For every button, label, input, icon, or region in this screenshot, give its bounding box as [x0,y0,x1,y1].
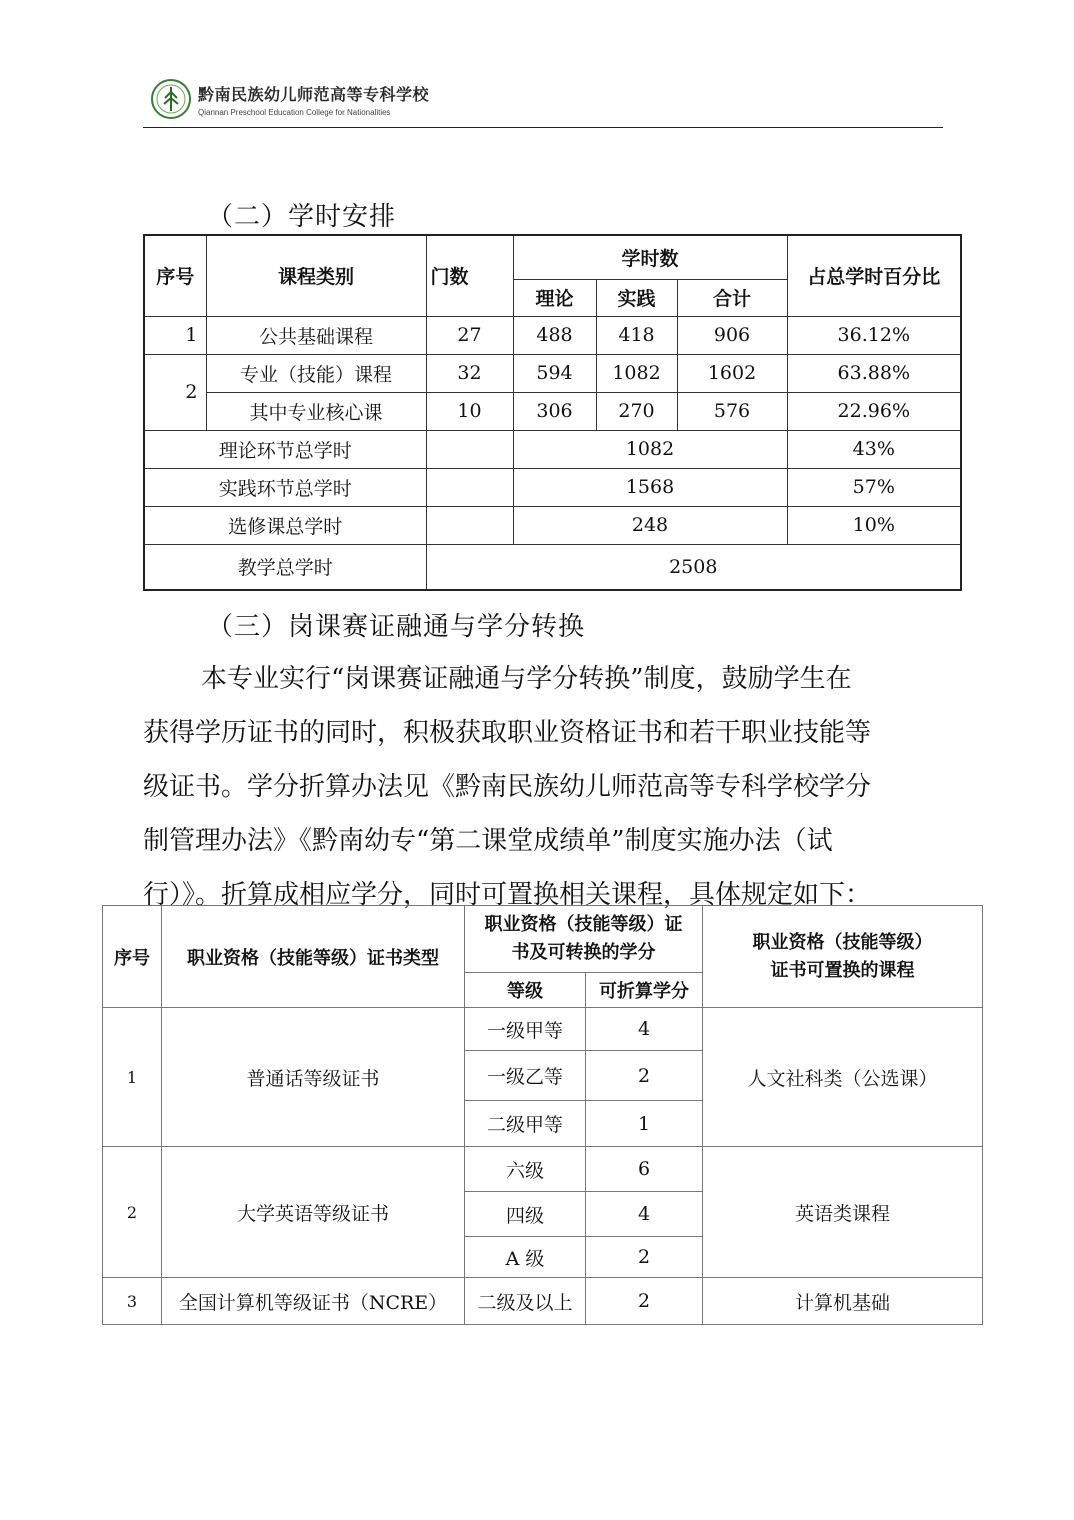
cert-grade: 二级及以上 [465,1278,586,1325]
cert-header-conversion-line2: 书及可转换的学分 [511,942,656,963]
cert-header-credit: 可折算学分 [586,973,703,1008]
row-total: 576 [677,392,787,430]
row-category: 其中专业核心课 [206,392,426,430]
page-header [150,72,945,128]
header-practice: 实践 [596,279,677,316]
cert-grade: 六级 [465,1147,586,1192]
row-no: 1 [144,316,206,354]
cert-no: 2 [103,1147,162,1278]
header-theory: 理论 [513,279,596,316]
cert-credit: 2 [586,1278,703,1325]
row-theory: 594 [513,354,596,392]
cert-course: 英语类课程 [703,1147,983,1278]
row-category: 公共基础课程 [206,316,426,354]
header-count: 门数 [426,235,513,316]
summary-percent: 57% [787,468,961,506]
table-row [103,1278,983,1325]
summary-value: 248 [513,506,787,544]
cert-header-course-line1: 职业资格（技能等级） [752,931,933,953]
table-row [144,392,961,430]
section-heading-credit-conversion: （三）岗课赛证融通与学分转换 [207,612,586,642]
cert-grade: 一级甲等 [465,1008,586,1051]
cert-header-course-line2: 证书可置换的课程 [770,959,915,981]
row-theory: 306 [513,392,596,430]
row-percent: 22.96% [787,392,961,430]
cert-header-no: 序号 [103,906,162,1008]
header-percent: 占总学时百分比 [787,235,961,316]
table-row [103,1147,983,1192]
cert-header-conversion-line1: 职业资格（技能等级）证 [484,914,683,935]
header-total: 合计 [677,279,787,316]
school-logo-icon [150,78,192,120]
cert-no: 3 [103,1278,162,1325]
cert-header-course [703,906,983,1008]
cert-credit: 6 [586,1147,703,1192]
body-paragraph [143,652,943,922]
school-name: 黔南民族幼儿师范高等专科学校 [198,85,430,104]
cert-type: 全国计算机等级证书（NCRE） [162,1278,465,1325]
summary-percent: 43% [787,430,961,468]
cert-header-conversion [465,906,703,973]
row-count: 27 [426,316,513,354]
paragraph-line: 行）》。折算成相应学分，同时可置换相关课程，具体规定如下： [143,880,872,910]
cert-type: 普通话等级证书 [162,1008,465,1147]
hours-table [143,234,962,591]
summary-label: 实践环节总学时 [144,468,426,506]
row-practice: 270 [596,392,677,430]
paragraph-line: 本专业实行“岗课赛证融通与学分转换”制度，鼓励学生在 [201,664,852,694]
summary-value: 1082 [513,430,787,468]
grand-total-label: 教学总学时 [144,544,426,590]
summary-blank [426,430,513,468]
summary-label: 选修课总学时 [144,506,426,544]
cert-grade: 二级甲等 [465,1101,586,1147]
paragraph-line: 获得学历证书的同时，积极获取职业资格证书和若干职业技能等 [143,718,872,748]
header-no: 序号 [144,235,206,316]
paragraph-line: 级证书。学分折算办法见《黔南民族幼儿师范高等专科学校学分 [143,772,872,802]
cert-grade: 一级乙等 [465,1051,586,1101]
summary-row [144,468,961,506]
cert-grade: A 级 [465,1237,586,1278]
row-category: 专业（技能）课程 [206,354,426,392]
summary-blank [426,468,513,506]
row-total: 1602 [677,354,787,392]
summary-blank [426,506,513,544]
summary-value: 1568 [513,468,787,506]
table-row [144,354,961,392]
cert-type: 大学英语等级证书 [162,1147,465,1278]
row-no: 2 [144,354,206,430]
summary-row [144,506,961,544]
cert-credit: 2 [586,1237,703,1278]
cert-header-type: 职业资格（技能等级）证书类型 [162,906,465,1008]
certificate-table [102,905,983,1325]
row-count: 32 [426,354,513,392]
cert-course: 人文社科类（公选课） [703,1008,983,1147]
row-theory: 488 [513,316,596,354]
cert-grade: 四级 [465,1192,586,1237]
cert-credit: 1 [586,1101,703,1147]
cert-credit: 4 [586,1192,703,1237]
cert-header-grade: 等级 [465,973,586,1008]
row-practice: 1082 [596,354,677,392]
row-percent: 63.88% [787,354,961,392]
school-english-name: Qiannan Preschool Education College for Nationalities [198,108,391,117]
row-percent: 36.12% [787,316,961,354]
header-category: 课程类别 [206,235,426,316]
cert-no: 1 [103,1008,162,1147]
table-row [144,316,961,354]
header-divider [143,127,943,128]
cert-credit: 2 [586,1051,703,1101]
grand-total-value: 2508 [426,544,961,590]
summary-percent: 10% [787,506,961,544]
row-practice: 418 [596,316,677,354]
row-total: 906 [677,316,787,354]
summary-row [144,430,961,468]
table-row [103,1008,983,1051]
paragraph-line: 制管理办法》《黔南幼专“第二课堂成绩单”制度实施办法（试 [143,826,833,856]
cert-credit: 4 [586,1008,703,1051]
cert-course: 计算机基础 [703,1278,983,1325]
row-count: 10 [426,392,513,430]
header-hours: 学时数 [513,235,787,279]
grand-total-row [144,544,961,590]
summary-label: 理论环节总学时 [144,430,426,468]
section-heading-hours: （二）学时安排 [207,202,397,232]
